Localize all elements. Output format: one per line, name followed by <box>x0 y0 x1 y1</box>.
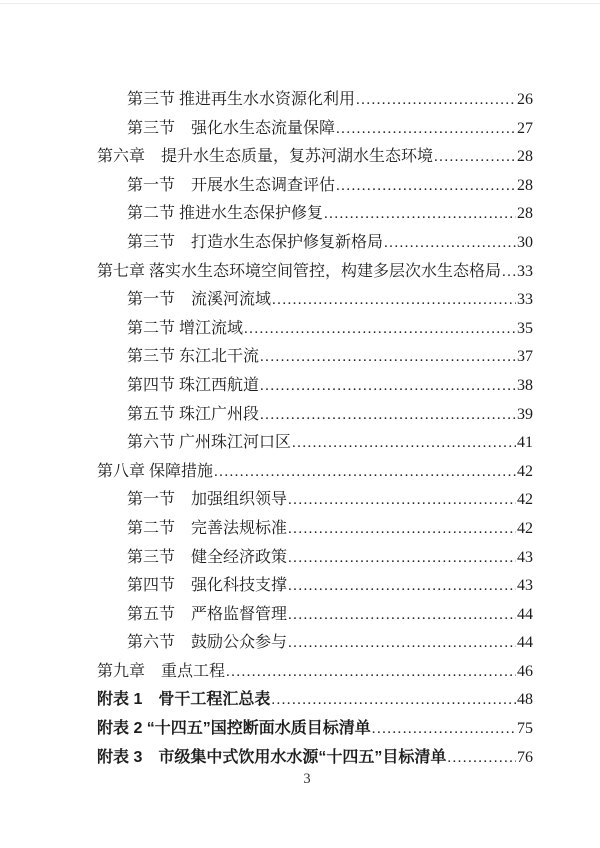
table-of-contents <box>97 86 533 772</box>
toc-entry[interactable] <box>97 143 533 172</box>
toc-entry-page: 43 <box>517 577 533 595</box>
toc-entry-label: 第六节 广州珠江河口区 <box>127 434 292 452</box>
toc-entry[interactable] <box>97 258 533 287</box>
toc-dot-leader <box>502 258 516 287</box>
toc-entry-page: 39 <box>517 405 533 423</box>
toc-dot-leader <box>336 172 516 201</box>
toc-entry-page: 28 <box>517 148 533 166</box>
toc-entry-label: 第六节 鼓励公众参与 <box>127 634 288 652</box>
toc-entry[interactable] <box>97 601 533 630</box>
toc-entry-page: 28 <box>517 176 533 194</box>
toc-entry-label: 第三节 东江北干流 <box>127 348 260 366</box>
toc-entry[interactable] <box>97 686 533 715</box>
toc-entry-page: 46 <box>517 662 533 680</box>
toc-entry-page: 42 <box>517 519 533 537</box>
toc-entry-label: 第三节 推进再生水水资源化利用 <box>127 91 356 108</box>
toc-entry[interactable] <box>97 343 533 372</box>
toc-dot-leader <box>324 200 516 229</box>
toc-dot-leader <box>447 744 516 773</box>
toc-entry[interactable] <box>97 200 533 229</box>
toc-entry-page: 27 <box>517 119 533 137</box>
toc-entry-label: 附表 3 市级集中式饮用水水源“十四五”目标清单 <box>97 748 447 766</box>
toc-entry[interactable] <box>97 172 533 201</box>
toc-entry-page: 26 <box>517 91 533 108</box>
toc-entry-label: 第三节 健全经济政策 <box>127 548 288 566</box>
toc-dot-leader <box>288 515 516 544</box>
toc-dot-leader <box>288 486 516 515</box>
page-number: 3 <box>303 771 311 787</box>
toc-entry-label: 第八章 保障措施 <box>97 462 214 480</box>
toc-entry-page: 30 <box>517 233 533 251</box>
toc-entry-label: 第二节 推进水生态保护修复 <box>127 205 324 223</box>
toc-entry[interactable] <box>97 515 533 544</box>
toc-dot-leader <box>292 429 516 458</box>
toc-entry[interactable] <box>97 229 533 258</box>
toc-entry-label: 第五节 珠江广州段 <box>127 405 260 423</box>
toc-entry-label: 第一节 加强组织领导 <box>127 491 288 509</box>
toc-dot-leader <box>372 715 516 744</box>
toc-entry-page: 35 <box>517 319 533 337</box>
toc-dot-leader <box>288 629 516 658</box>
toc-entry-label: 第二节 增江流域 <box>127 319 244 337</box>
toc-entry[interactable] <box>97 544 533 573</box>
toc-dot-leader <box>271 686 516 715</box>
toc-entry-page: 44 <box>517 605 533 623</box>
toc-entry[interactable] <box>97 629 533 658</box>
toc-entry-page: 43 <box>517 548 533 566</box>
toc-entry-label: 第六章 提升水生态质量，复苏河湖水生态环境 <box>97 148 434 166</box>
toc-entry[interactable] <box>97 658 533 687</box>
toc-entry-page: 75 <box>517 720 533 738</box>
toc-entry-label: 第四节 强化科技支撑 <box>127 577 288 595</box>
toc-dot-leader <box>288 572 516 601</box>
toc-dot-leader <box>288 601 516 630</box>
scan-edge-line <box>0 3 600 4</box>
toc-entry-page: 42 <box>517 491 533 509</box>
toc-entry-page: 42 <box>517 462 533 480</box>
toc-entry[interactable] <box>97 715 533 744</box>
toc-entry-page: 37 <box>517 348 533 366</box>
toc-entry[interactable] <box>97 401 533 430</box>
toc-dot-leader <box>260 372 516 401</box>
toc-entry[interactable] <box>97 115 533 144</box>
toc-entry-label: 第一节 开展水生态调查评估 <box>127 176 336 194</box>
toc-entry-page: 33 <box>517 262 533 280</box>
toc-entry[interactable] <box>97 315 533 344</box>
toc-entry-label: 附表 1 骨干工程汇总表 <box>97 691 271 709</box>
toc-dot-leader <box>336 115 516 144</box>
toc-entry[interactable] <box>97 86 533 115</box>
toc-entry-label: 第三节 强化水生态流量保障 <box>127 119 336 137</box>
toc-entry[interactable] <box>97 286 533 315</box>
toc-dot-leader <box>260 401 516 430</box>
toc-entry-page: 48 <box>517 691 533 709</box>
page-footer <box>0 771 600 788</box>
toc-dot-leader <box>260 343 516 372</box>
toc-entry-label: 第四节 珠江西航道 <box>127 376 260 394</box>
toc-dot-leader <box>272 286 516 315</box>
toc-entry-label: 第三节 打造水生态保护修复新格局 <box>127 233 384 251</box>
toc-entry-page: 76 <box>517 748 533 766</box>
toc-dot-leader <box>214 458 516 487</box>
toc-dot-leader <box>384 229 516 258</box>
toc-entry-page: 38 <box>517 376 533 394</box>
toc-dot-leader <box>288 544 516 573</box>
toc-entry[interactable] <box>97 372 533 401</box>
toc-entry[interactable] <box>97 458 533 487</box>
toc-entry-label: 第九章 重点工程 <box>97 662 226 680</box>
toc-entry[interactable] <box>97 572 533 601</box>
toc-dot-leader <box>434 143 516 172</box>
toc-entry-page: 44 <box>517 634 533 652</box>
toc-dot-leader <box>244 315 516 344</box>
toc-entry[interactable] <box>97 744 533 773</box>
toc-entry-label: 第五节 严格监督管理 <box>127 605 288 623</box>
toc-entry-page: 41 <box>517 434 533 452</box>
toc-entry-label: 第二节 完善法规标准 <box>127 519 288 537</box>
toc-dot-leader <box>356 86 516 115</box>
toc-dot-leader <box>226 658 516 687</box>
toc-entry-label: 附表 2 “十四五”国控断面水质目标清单 <box>97 720 371 738</box>
toc-entry-page: 28 <box>517 205 533 223</box>
toc-entry-page: 33 <box>517 291 533 309</box>
toc-entry-label: 第七章 落实水生态环境空间管控，构建多层次水生态格局 <box>97 262 502 280</box>
toc-entry[interactable] <box>97 429 533 458</box>
toc-entry[interactable] <box>97 486 533 515</box>
toc-entry-label: 第一节 流溪河流域 <box>127 291 272 309</box>
